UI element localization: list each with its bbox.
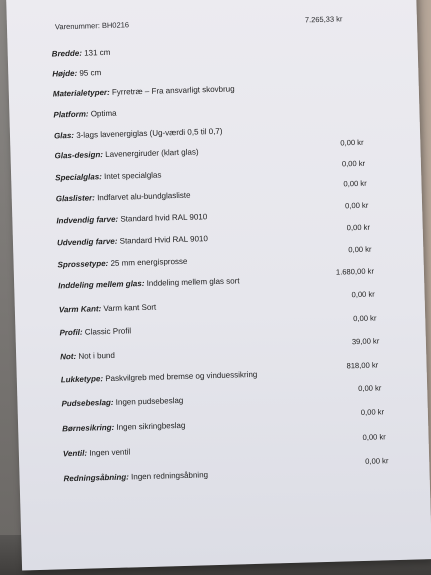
row-price: 1.680,00 kr xyxy=(335,266,375,277)
spec-row: Udvendig farve: Standard Hvid RAL 9010 xyxy=(56,234,208,248)
row-price: 0,00 kr xyxy=(360,407,385,417)
spec-row: Pudsebeslag: Ingen pudsebeslag xyxy=(61,395,184,409)
spec-row: Indvendig farve: Standard hvid RAL 9010 xyxy=(56,212,208,226)
row-price: 0,00 kr xyxy=(351,289,375,300)
spec-row: Ventil: Ingen ventil xyxy=(62,447,131,459)
spec-row: Specialglas: Intet specialglas xyxy=(55,170,162,183)
spec-row: Lukketype: Paskvilgreb med bremse og vinduessikring xyxy=(60,369,258,385)
row-price: 0,00 kr xyxy=(343,178,367,189)
spec-row: Not: Not i bund xyxy=(60,350,115,362)
total-price: 7.265,33 kr xyxy=(304,14,343,25)
row-price: 0,00 kr xyxy=(362,432,386,442)
spec-row: Børnesikring: Ingen sikringbeslag xyxy=(62,420,186,434)
row-price: 0,00 kr xyxy=(348,244,372,255)
spec-row: Redningsåbning: Ingen redningsåbning xyxy=(63,470,209,484)
spec-row: Bredde: 131 cm xyxy=(51,47,111,59)
row-price: 0,00 kr xyxy=(344,200,369,211)
spec-row: Højde: 95 cm xyxy=(52,68,102,79)
row-price: 0,00 kr xyxy=(365,456,389,466)
item-number: Varenummer: BH0216 xyxy=(54,20,130,32)
spec-row: Profil: Classic Profil xyxy=(59,326,132,338)
row-price: 0,00 kr xyxy=(341,158,366,169)
document-header xyxy=(54,14,355,32)
spec-row: Materialetyper: Fyrretræ – Fra ansvarligt skovbrug xyxy=(52,84,235,99)
row-price: 0,00 kr xyxy=(346,222,371,233)
document-sheet xyxy=(6,0,431,570)
row-price: 818,00 kr xyxy=(346,360,379,371)
spec-row: Glas-design: Lavenergiruder (klart glas) xyxy=(54,147,199,161)
row-price: 0,00 kr xyxy=(353,313,377,324)
spec-row: Varm Kant: Varm kant Sort xyxy=(58,302,157,315)
spec-row: Glaslister: Indfarvet alu-bundglasliste xyxy=(55,190,191,204)
row-price: 39,00 kr xyxy=(351,336,380,347)
row-price: 0,00 kr xyxy=(340,137,364,148)
spec-row: Platform: Optima xyxy=(53,108,117,120)
row-price: 0,00 kr xyxy=(358,383,382,394)
spec-row: Sprossetype: 25 mm energisprosse xyxy=(57,256,188,270)
spec-row: Glas: 3-lags lavenergiglas (Ug-værdi 0,5 til 0,7) xyxy=(53,126,223,141)
spec-row: Inddeling mellem glas: Inddeling mellem glas sort xyxy=(58,276,240,291)
